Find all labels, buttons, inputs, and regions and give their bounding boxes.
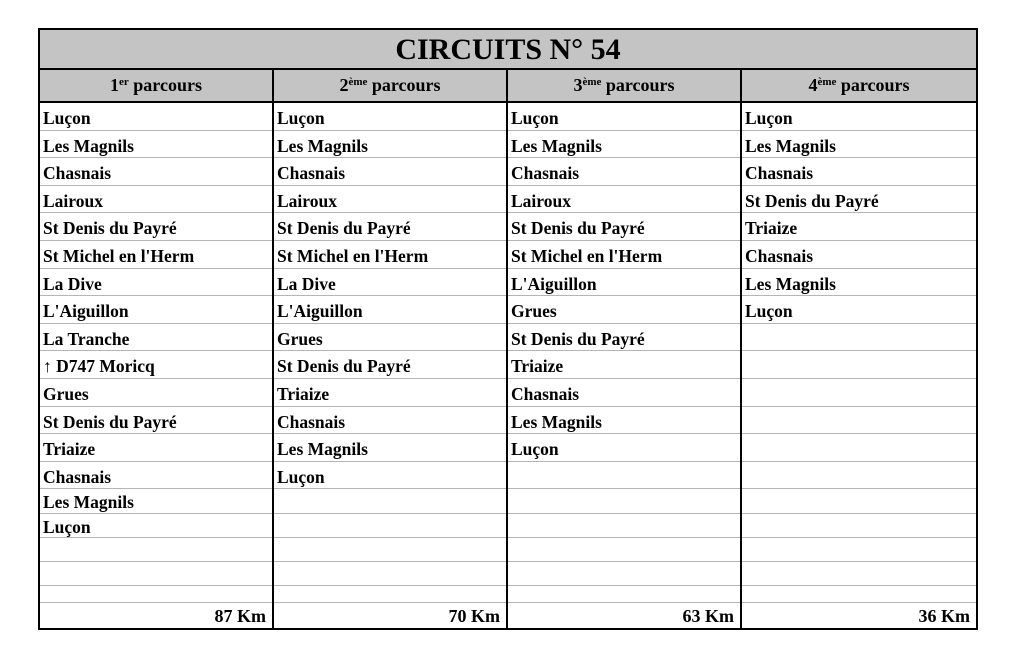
list-item: Grues bbox=[274, 324, 506, 352]
list-item: L'Aiguillon bbox=[40, 296, 272, 324]
list-item: Les Magnils bbox=[508, 131, 740, 159]
list-item: Luçon bbox=[742, 103, 976, 131]
list-item bbox=[742, 434, 976, 462]
list-item bbox=[742, 351, 976, 379]
parcours-column-2 bbox=[274, 103, 508, 628]
list-item bbox=[742, 462, 976, 490]
list-item bbox=[508, 489, 740, 513]
parcours-column-3 bbox=[508, 103, 742, 628]
list-item: Chasnais bbox=[742, 158, 976, 186]
list-item: St Denis du Payré bbox=[508, 213, 740, 241]
list-item: La Dive bbox=[274, 269, 506, 297]
list-item: Luçon bbox=[508, 434, 740, 462]
list-item bbox=[274, 562, 506, 586]
distance-total: 36 Km bbox=[742, 602, 976, 628]
list-item: St Denis du Payré bbox=[274, 213, 506, 241]
list-item: Luçon bbox=[274, 103, 506, 131]
list-item: Les Magnils bbox=[40, 131, 272, 159]
list-item bbox=[274, 514, 506, 538]
list-item bbox=[742, 407, 976, 435]
list-item bbox=[274, 538, 506, 562]
list-item: St Michel en l'Herm bbox=[40, 241, 272, 269]
list-item: Les Magnils bbox=[742, 269, 976, 297]
parcours-column-1 bbox=[40, 103, 274, 628]
list-item: St Denis du Payré bbox=[508, 324, 740, 352]
route-columns bbox=[40, 103, 976, 628]
header-ordinal: er bbox=[119, 76, 129, 88]
list-item: Luçon bbox=[40, 103, 272, 131]
header-number: 4 bbox=[808, 75, 818, 95]
list-item bbox=[40, 538, 272, 562]
list-item: St Michel en l'Herm bbox=[508, 241, 740, 269]
list-item: St Denis du Payré bbox=[40, 407, 272, 435]
list-item: Les Magnils bbox=[274, 434, 506, 462]
header-word: parcours bbox=[605, 75, 675, 95]
list-item: Les Magnils bbox=[742, 131, 976, 159]
header-parcours-4 bbox=[742, 70, 976, 101]
list-item bbox=[508, 562, 740, 586]
header-parcours-3 bbox=[508, 70, 742, 101]
list-item: St Michel en l'Herm bbox=[274, 241, 506, 269]
header-number: 2 bbox=[339, 75, 349, 95]
list-item bbox=[40, 562, 272, 586]
list-item: Triaize bbox=[742, 213, 976, 241]
distance-total: 87 Km bbox=[40, 602, 272, 628]
list-item: St Denis du Payré bbox=[274, 351, 506, 379]
header-ordinal: ème bbox=[582, 76, 602, 88]
list-item: L'Aiguillon bbox=[508, 269, 740, 297]
list-item: Les Magnils bbox=[274, 131, 506, 159]
list-item: Triaize bbox=[508, 351, 740, 379]
list-item bbox=[508, 462, 740, 490]
header-parcours-1 bbox=[40, 70, 274, 101]
list-item: Chasnais bbox=[508, 158, 740, 186]
list-item bbox=[742, 538, 976, 562]
list-item: Chasnais bbox=[40, 158, 272, 186]
header-word: parcours bbox=[133, 75, 202, 95]
list-item bbox=[742, 379, 976, 407]
list-item: Lairoux bbox=[508, 186, 740, 214]
list-item: St Denis du Payré bbox=[40, 213, 272, 241]
distance-total: 70 Km bbox=[274, 602, 506, 628]
list-item: St Denis du Payré bbox=[742, 186, 976, 214]
list-item: L'Aiguillon bbox=[274, 296, 506, 324]
header-word: parcours bbox=[371, 75, 441, 95]
list-item: Grues bbox=[508, 296, 740, 324]
header-parcours-2 bbox=[274, 70, 508, 101]
list-item bbox=[742, 514, 976, 538]
page-title: CIRCUITS N° 54 bbox=[40, 30, 976, 70]
list-item: Luçon bbox=[40, 514, 272, 538]
list-item: Triaize bbox=[274, 379, 506, 407]
list-item: Les Magnils bbox=[40, 489, 272, 513]
list-item bbox=[742, 324, 976, 352]
list-item: La Tranche bbox=[40, 324, 272, 352]
header-number: 1 bbox=[110, 75, 120, 95]
list-item: Luçon bbox=[508, 103, 740, 131]
parcours-column-4 bbox=[742, 103, 976, 628]
list-item: Chasnais bbox=[40, 462, 272, 490]
list-item: Luçon bbox=[742, 296, 976, 324]
list-item: Luçon bbox=[274, 462, 506, 490]
header-number: 3 bbox=[573, 75, 583, 95]
list-item: Grues bbox=[40, 379, 272, 407]
list-item: Chasnais bbox=[742, 241, 976, 269]
list-item: Les Magnils bbox=[508, 407, 740, 435]
list-item bbox=[508, 514, 740, 538]
list-item: Chasnais bbox=[274, 407, 506, 435]
header-ordinal: ème bbox=[817, 76, 837, 88]
distance-total: 63 Km bbox=[508, 602, 740, 628]
header-word: parcours bbox=[840, 75, 910, 95]
list-item: Triaize bbox=[40, 434, 272, 462]
list-item bbox=[742, 489, 976, 513]
list-item: ↑ D747 Moricq bbox=[40, 351, 272, 379]
list-item: La Dive bbox=[40, 269, 272, 297]
list-item: Lairoux bbox=[274, 186, 506, 214]
list-item bbox=[274, 489, 506, 513]
circuits-table bbox=[38, 28, 978, 630]
list-item bbox=[508, 538, 740, 562]
list-item: Lairoux bbox=[40, 186, 272, 214]
list-item: Chasnais bbox=[508, 379, 740, 407]
list-item: Chasnais bbox=[274, 158, 506, 186]
header-ordinal: ème bbox=[348, 76, 368, 88]
list-item bbox=[742, 562, 976, 586]
header-row bbox=[40, 70, 976, 103]
